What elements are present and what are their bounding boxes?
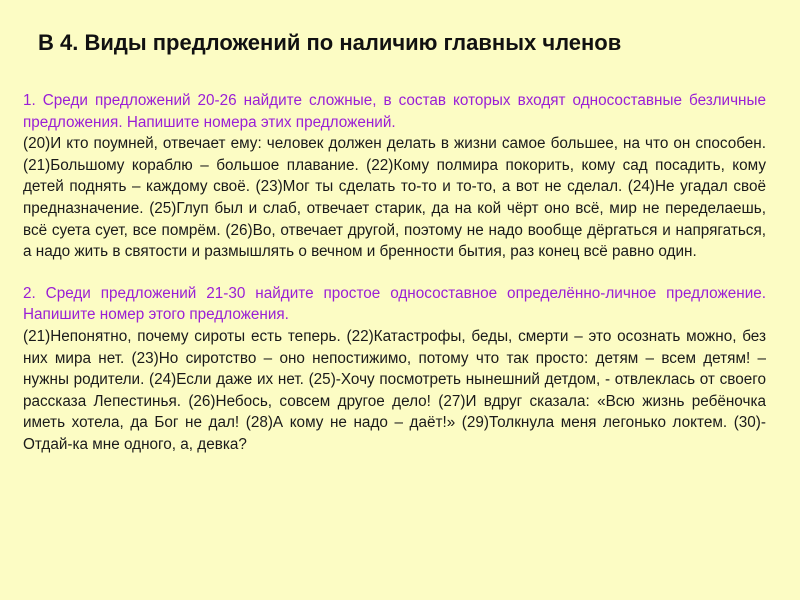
exercise-1-task: 1. Среди предложений 20-26 найдите сложные, в состав которых входят односоставные безличные предложения. Напишите номера этих предложений. bbox=[23, 92, 766, 131]
exercise-2-passage: (21)Непонятно, почему сироты есть теперь. (22)Катастрофы, беды, смерти – это осознать можно, без них мира нет. (23)Но сиротство – оно непостижимо, потому что так просто: детям – всем детям! – нужны родители. (24)Если даже их нет. (25)-Хочу посмотреть нынешний детдом, - отвлеклась от своего рассказа Лепестинья. (26)Небось, совсем другое дело! (27)И вдруг сказала: «Всю жизнь ребёночка иметь хотела, да Бог не дал! (28)А кому не надо – даёт!» (29)Толкнула меня легонько локтем. (30)-Отдай-ка мне одного, а, девка? bbox=[23, 327, 766, 453]
exercise-2-task: 2. Среди предложений 21-30 найдите простое односоставное определённо-личное предложение. Напишите номер этого предложения. bbox=[23, 284, 766, 324]
slide-content bbox=[23, 90, 766, 456]
slide-title: В 4. Виды предложений по наличию главных членов bbox=[38, 30, 622, 55]
exercise-1 bbox=[23, 90, 766, 263]
exercise-2 bbox=[23, 283, 766, 456]
exercise-1-passage: (20)И кто поумней, отвечает ему: человек должен делать в жизни самое большее, на что он способен. (21)Большому кораблю – большое плавание. (22)Кому полмира покорить, кому сад посадить, кому детей поднять – каждому своё. (23)Мог ты сделать то-то и то-то, а вот не сделал. (24)Не угадал своё предназначение. (25)Глуп был и слаб, отвечает старик, да на кой чёрт оно всё, мир не переделаешь, всё суета сует, все помрём. (26)Во, отвечает другой, поэтому не надо вообще дёргаться и напрягаться, а надо жить в святости и размышлять о вечном и бренности бытия, раз конец всё равно один. bbox=[23, 135, 766, 261]
section-spacer bbox=[23, 263, 766, 283]
